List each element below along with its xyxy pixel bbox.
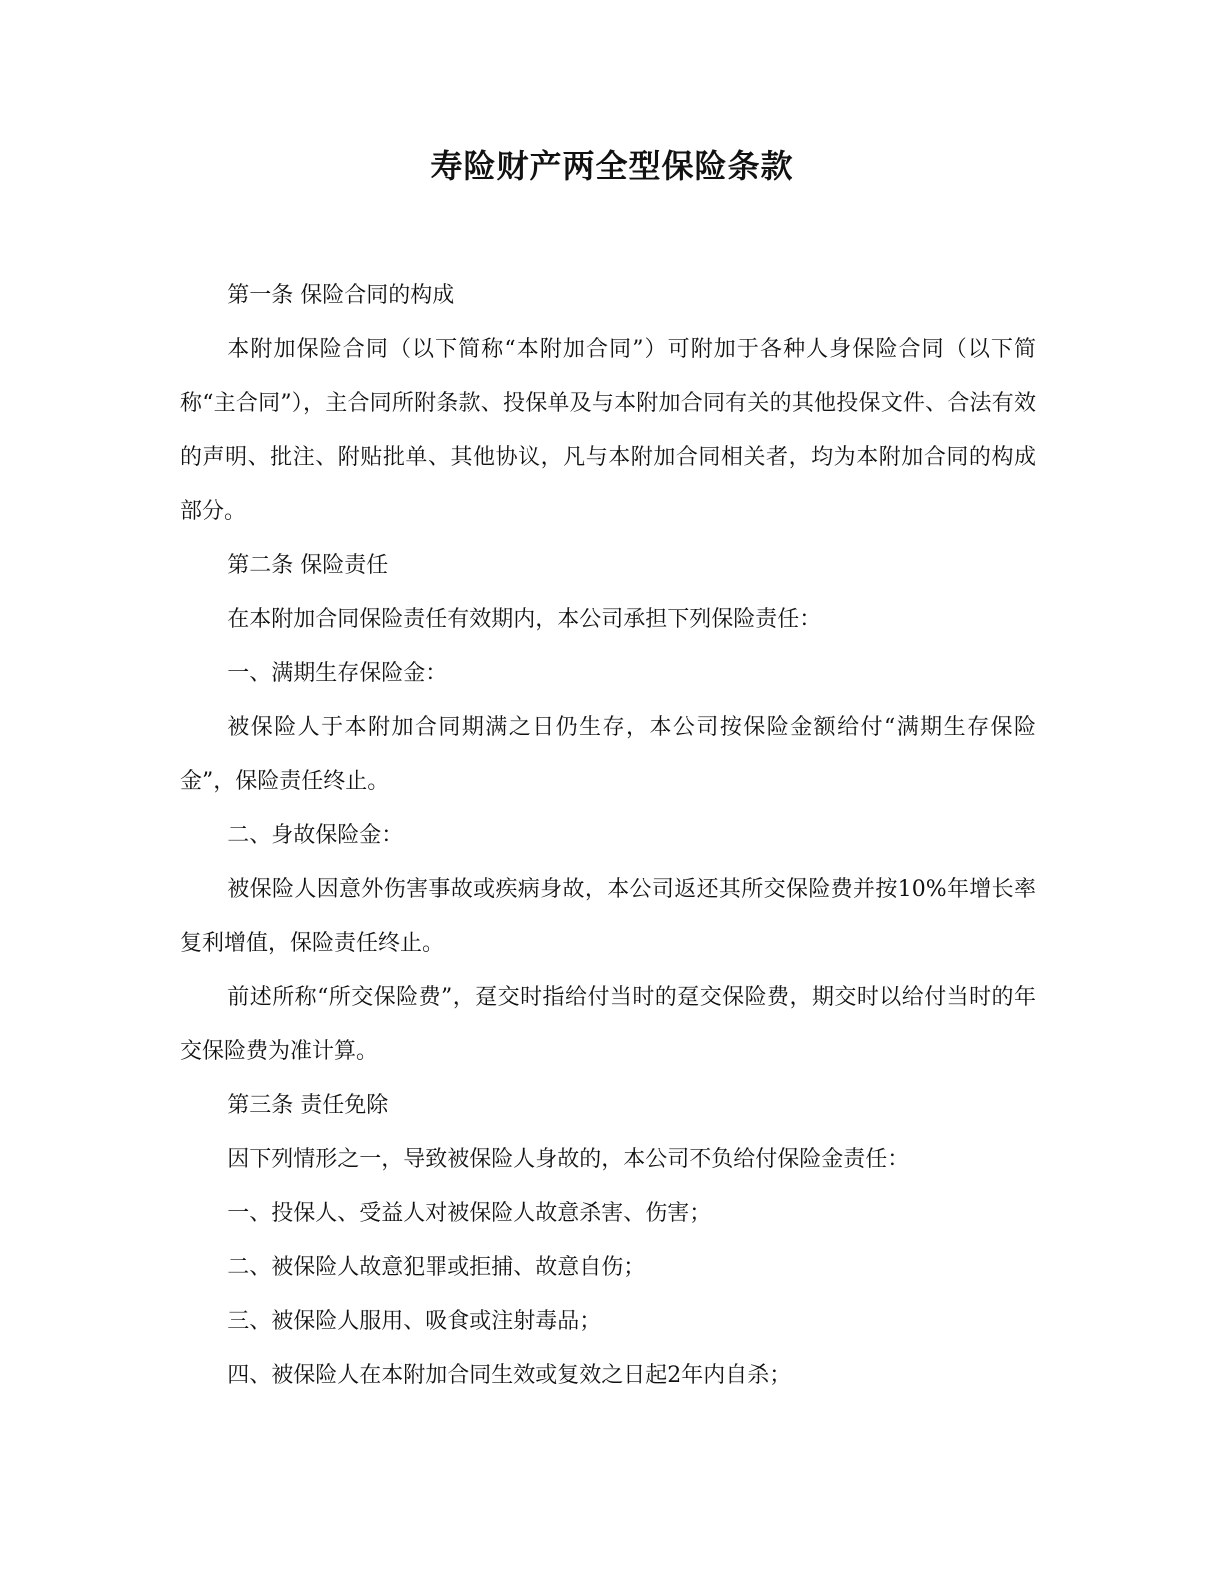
- article-1-heading: 第一条 保险合同的构成: [227, 283, 455, 308]
- document-title: 寿险财产两全型保险条款: [430, 147, 794, 185]
- exclusion-item-1: 一、投保人、受益人对被保险人故意杀害、伤害；: [227, 1201, 712, 1226]
- article-3-heading: 第三条 责任免除: [227, 1093, 389, 1118]
- death-benefit-heading: 二、身故保险金：: [227, 823, 404, 848]
- article-2-intro: 在本附加合同保险责任有效期内，本公司承担下列保险责任：: [227, 607, 822, 632]
- article-2-heading: 第二条 保险责任: [227, 553, 389, 578]
- maturity-benefit-heading: 一、满期生存保险金：: [227, 661, 448, 686]
- exclusion-item-4: 四、被保险人在本附加合同生效或复效之日起2年内自杀；: [227, 1363, 792, 1388]
- article-1-text: 本附加保险合同（以下简称“本附加合同”）可附加于各种人身保险合同（以下简称“主合同”），主合同所附条款、投保单及与本附加合同有关的其他投保文件、合法有效的声明、批注、附贴批单、其他协议，凡与本附加合同相关者，均为本附加合同的构成部分。: [180, 337, 1036, 524]
- exclusion-item-2: 二、被保险人故意犯罪或拒捕、故意自伤；: [227, 1255, 646, 1280]
- document-body: [180, 269, 1036, 1403]
- premium-definition-text: 前述所称“所交保险费”，趸交时指给付当时的趸交保险费，期交时以给付当时的年交保险费为准计算。: [180, 985, 1036, 1064]
- maturity-benefit-text: 被保险人于本附加合同期满之日仍生存，本公司按保险金额给付“满期生存保险金”，保险责任终止。: [180, 715, 1036, 794]
- death-benefit-text: 被保险人因意外伤害事故或疾病身故，本公司返还其所交保险费并按10%年增长率复利增值，保险责任终止。: [180, 877, 1036, 956]
- exclusion-item-3: 三、被保险人服用、吸食或注射毒品；: [227, 1309, 602, 1334]
- article-3-intro: 因下列情形之一，导致被保险人身故的，本公司不负给付保险金责任：: [227, 1147, 910, 1172]
